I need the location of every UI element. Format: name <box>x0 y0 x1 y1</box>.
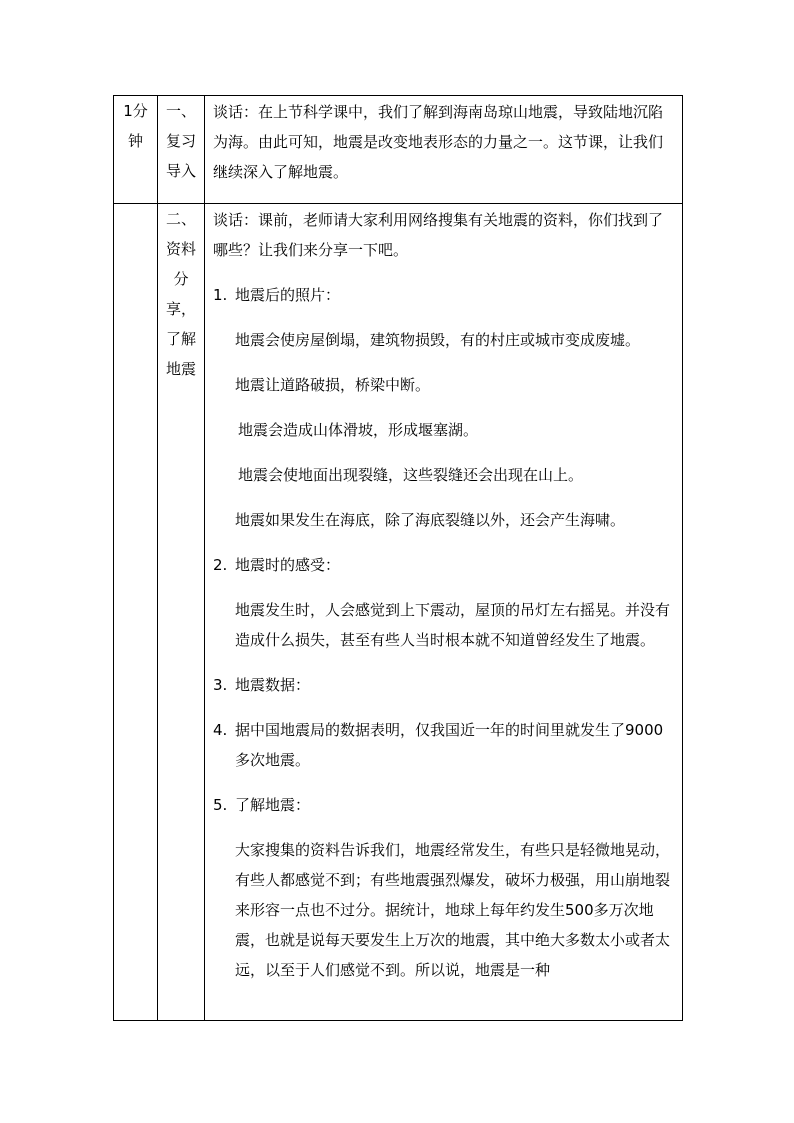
stage-cell <box>158 96 205 204</box>
table-row <box>114 96 683 204</box>
item-title: 地震时的感受： <box>235 556 341 574</box>
list-item <box>213 550 676 580</box>
item-number: 4. <box>213 721 228 739</box>
intro-paragraph: 谈话：在上节科学课中，我们了解到海南岛琼山地震，导致陆地沉陷为海。由此可知，地震是改变地表形态的力量之一。这节课，让我们继续深入了解地震。 <box>213 103 664 181</box>
time-text: 1分钟 <box>123 102 148 150</box>
item-title: 了解地震： <box>235 796 311 814</box>
feeling-paragraph: 地震发生时，人会感觉到上下震动，屋顶的吊灯左右摇晃。并没有造成什么损失，甚至有些人当时根本就不知道曾经发生了地震。 <box>235 601 671 649</box>
item-title: 地震后的照片： <box>235 286 341 304</box>
photo-note: 地震会使地面出现裂缝，这些裂缝还会出现在山上。 <box>238 466 584 484</box>
item-number: 1. <box>213 286 228 304</box>
list-item <box>213 715 676 775</box>
understanding-paragraph: 大家搜集的资料告诉我们，地震经常发生，有些只是轻微地晃动，有些人都感觉不到；有些地震强烈爆发，破坏力极强，用山崩地裂来形容一点也不过分。据统计，地球上每年约发生500多万次地震，也就是说每天要发生上万次的地震，其中绝大多数太小或者太远，以至于人们感觉不到。所以说，地震是一种 <box>235 841 671 979</box>
stage-cell <box>158 204 205 1021</box>
stage-text: 二、资料分享，了解地震 <box>165 210 196 378</box>
content-cell <box>205 204 683 1021</box>
photo-note: 地震如果发生在海底，除了海底裂缝以外，还会产生海啸。 <box>235 511 626 529</box>
item-title: 地震数据： <box>235 676 311 694</box>
lesson-plan-table <box>113 95 683 1021</box>
list-item <box>213 790 676 820</box>
item-number: 2. <box>213 556 228 574</box>
list-item <box>213 280 676 310</box>
stage-text: 一、复习导入 <box>165 102 196 180</box>
item-title: 据中国地震局的数据表明，仅我国近一年的时间里就发生了9000多次地震。 <box>235 721 664 769</box>
list-item <box>213 670 676 700</box>
item-number: 5. <box>213 796 228 814</box>
item-number: 3. <box>213 676 228 694</box>
content-cell <box>205 96 683 204</box>
time-cell <box>114 96 158 204</box>
table-row <box>114 204 683 1021</box>
photo-note: 地震让道路破损，桥梁中断。 <box>235 376 431 394</box>
photo-note: 地震会造成山体滑坡，形成堰塞湖。 <box>238 421 479 439</box>
time-cell <box>114 204 158 1021</box>
photo-note: 地震会使房屋倒塌，建筑物损毁，有的村庄或城市变成废墟。 <box>235 331 641 349</box>
intro-paragraph: 谈话：课前，老师请大家利用网络搜集有关地震的资料，你们找到了哪些？让我们来分享一下吧。 <box>213 211 664 259</box>
